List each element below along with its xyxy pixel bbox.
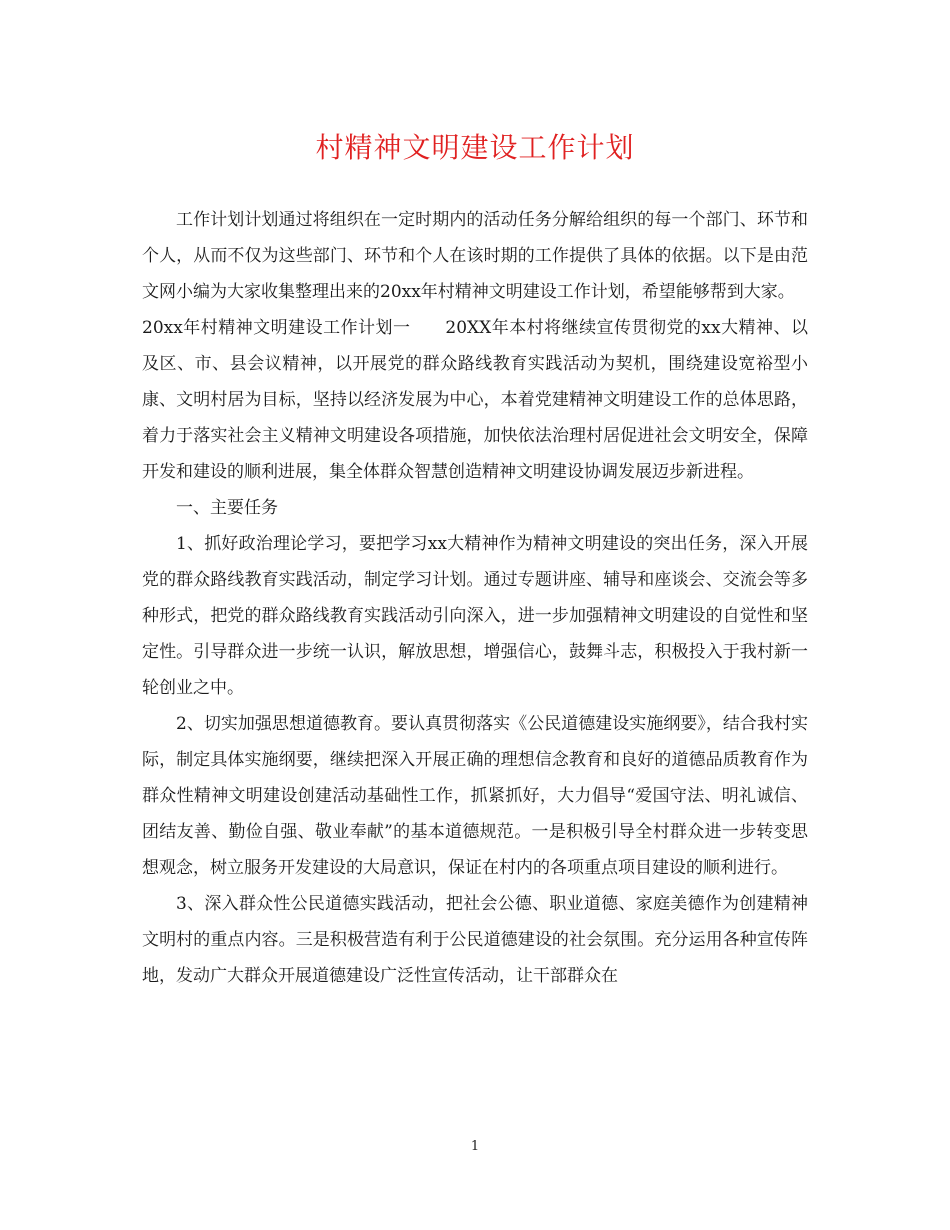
section-heading-main-tasks: 一、主要任务 [176, 498, 278, 518]
task-2-paragraph: 2、切实加强思想道德教育。要认真贯彻落实《公民道德建设实施纲要》，结合我村实际，制定具体实施纲要，继续把深入开展正确的理想信念教育和良好的道德品质教育作为群众性精神文明建设创建活动基础性工作，抓紧抓好，大力倡导“爱国守法、明礼诚信、团结友善、勤俭自强、敬业奉献”的基本道德规范。一是积极引导全村群众进一步转变思想观念，树立服务开发建设的大局意识，保证在村内的各项重点项目建设的顺利进行。 [142, 714, 808, 878]
document-title: 村精神文明建设工作计划 [315, 131, 635, 164]
task-1-paragraph: 1、抓好政治理论学习，要把学习xx大精神作为精神文明建设的突出任务，深入开展党的群众路线教育实践活动，制定学习计划。通过专题讲座、辅导和座谈会、交流会等多种形式，把党的群众路线教育实践活动引向深入，进一步加强精神文明建设的自觉性和坚定性。引导群众进一步统一认识，解放思想，增强信心，鼓舞斗志，积极投入于我村新一轮创业之中。 [142, 534, 808, 698]
intro-paragraph: 工作计划计划通过将组织在一定时期内的活动任务分解给组织的每一个部门、环节和个人，从而不仅为这些部门、环节和个人在该时期的工作提供了具体的依据。以下是由范文网小编为大家收集整理出来的20xx年村精神文明建设工作计划，希望能够帮到大家。 [142, 210, 808, 302]
plan-one-paragraph: 20xx年村精神文明建设工作计划一 20XX年本村将继续宣传贯彻党的xx大精神、以及区、市、县会议精神，以开展党的群众路线教育实践活动为契机，围绕建设宽裕型小康、文明村居为目标，坚持以经济发展为中心，本着党建精神文明建设工作的总体思路，着力于落实社会主义精神文明建设各项措施，加快依法治理村居促进社会文明安全，保障开发和建设的顺利进展，集全体群众智慧创造精神文明建设协调发展迈步新进程。 [142, 318, 808, 482]
document-body [142, 202, 808, 994]
page-number: 1 [470, 1139, 480, 1154]
task-3-paragraph: 3、深入群众性公民道德实践活动，把社会公德、职业道德、家庭美德作为创建精神文明村的重点内容。三是积极营造有利于公民道德建设的社会氛围。充分运用各种宣传阵地，发动广大群众开展道德建设广泛性宣传活动，让干部群众在 [142, 894, 808, 986]
